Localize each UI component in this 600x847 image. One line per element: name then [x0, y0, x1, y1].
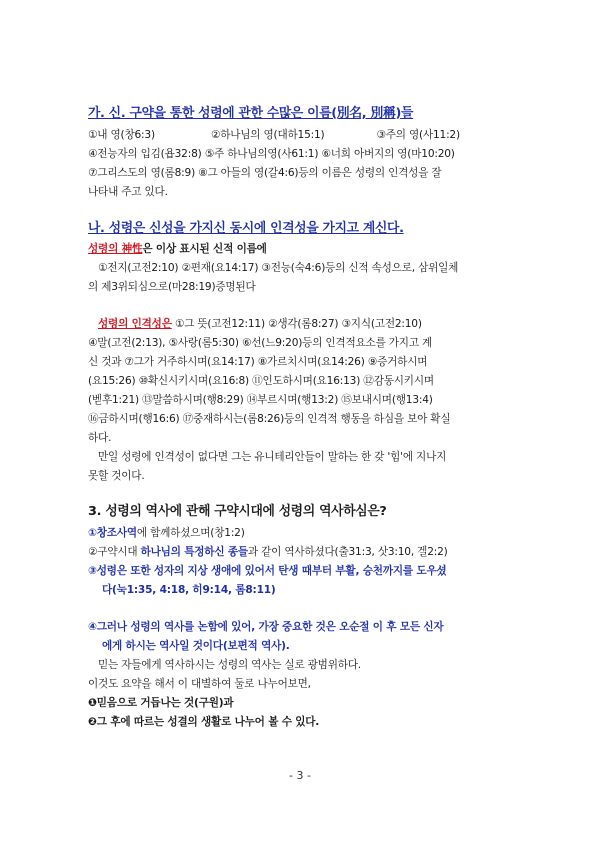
- personality-line-9: 못할 것이다.: [88, 470, 145, 482]
- work-item-2-emphasis: 하나님의 특정하신 종들: [140, 546, 248, 558]
- work-item-2: [88, 543, 514, 562]
- divinity-label: 성령의 神性: [88, 243, 143, 255]
- section-work: [88, 500, 514, 732]
- section-names: [88, 102, 514, 202]
- section-heading-work: 3. 성령의 역사에 관해 구약시대에 성령의 역사하심은?: [88, 504, 387, 519]
- personality-line-1-text: ①그 뜻(고전12:11) ②생각(롬8:27) ③지식(고전2:10): [171, 318, 422, 330]
- name-item-1: ①내 영(창6:3): [88, 129, 155, 141]
- names-line-2: ④전능자의 입김(욥32:8) ⑤주 하나님의영(사61:1) ⑥너희 아버지의 영(마10:20): [88, 148, 455, 160]
- work-item-1-text: 에 함께하셨으며(창1:2): [136, 527, 245, 539]
- personality-line-4: (요15:26) ⑩확신시키시며(요16:8) ⑪인도하시며(요16:13) ⑫감동시키시며: [88, 375, 434, 387]
- personality-line-1: [88, 315, 514, 334]
- personality-label: 성령의 인격성은: [98, 318, 172, 330]
- divinity-line-2: 의 제3위되심으로(마28:19)증명된다: [88, 281, 256, 293]
- personality-line-6: ⑯금하시며(행16:6) ⑰중재하시는(롬8:26)등의 인격적 행동을 하심을 보아 확실: [88, 413, 451, 425]
- names-line-1: [88, 126, 514, 145]
- names-line-3: ⑦그리스도의 영(롬8:9) ⑧그 아들의 영(갈4:6)등의 이름은 성령의 인격성을 잘: [88, 167, 442, 179]
- work-item-4a: ④그러나 성령의 역사를 논함에 있어, 가장 중요한 것은 오순절 이 후 모든 신자: [88, 621, 444, 633]
- personality-line-7: 하다.: [88, 432, 112, 444]
- names-line-4: 나타내 주고 있다.: [88, 186, 168, 198]
- personality-line-2: ④말(고전(2:13), ⑤사랑(롬5:30) ⑥선(느9:20)등의 인격적요소를 가지고 계: [88, 337, 433, 349]
- work-item-2-prefix: ②구약시대: [88, 546, 141, 558]
- divinity-subhead-text: 은 이상 표시된 신적 이름에: [142, 243, 267, 255]
- personality-line-8: 만일 성령에 인격성이 없다면 그는 유니테리안들이 말하는 한 갖 '힘'에 지나지: [98, 451, 447, 463]
- work-item-2-text: 과 같이 역사하셨다(출31:3, 삿3:10, 겔2:2): [247, 546, 448, 558]
- divinity-line-1: ①전지(고전2:10) ②편재(요14:17) ③전능(숙4:6)등의 신적 속성으로, 삼위일체: [98, 262, 459, 274]
- work-item-3a: ③성령은 또한 성자의 지상 생애에 있어서 탄생 때부터 부활, 승천까지를 도우셨: [88, 565, 447, 577]
- work-line-6: 이것도 요약을 해서 이 대별하여 둘로 나누어보면,: [88, 678, 311, 690]
- section-heading-names: 가. 신. 구약을 통한 성령에 관한 수많은 이름(別名, 別稱)들: [88, 106, 414, 121]
- work-line-7: ❶믿음으로 거듭나는 것(구원)과: [88, 697, 234, 709]
- section-divinity: [88, 217, 514, 486]
- personality-line-5: (벧후1:21) ⑬말씀하시며(행8:29) ⑭부르시며(행13:2) ⑮보내시며(행13:4): [88, 394, 433, 406]
- name-item-2: ②하나님의 영(대하15:1): [210, 129, 325, 141]
- personality-line-3: 신 것과 ⑦그가 거주하시며(요14:17) ⑧가르치시며(요14:26) ⑨증거하시며: [88, 356, 428, 368]
- work-item-1-emphasis: ①창조사역: [88, 527, 137, 539]
- section-heading-divinity: 나. 성령은 신성을 가지신 동시에 인격성을 가지고 계신다.: [88, 221, 404, 236]
- work-line-5: 믿는 자들에게 역사하시는 성령의 역사는 실로 광범위하다.: [98, 659, 361, 671]
- work-item-4b: 에게 하시는 역사일 것이다(보편적 역사).: [102, 640, 290, 652]
- work-item-3b: 다(눅1:35, 4:18, 히9:14, 롬8:11): [102, 584, 276, 596]
- work-item-1: [88, 524, 514, 543]
- work-line-8: ❷그 후에 따르는 성결의 생활로 나누어 볼 수 있다.: [88, 716, 320, 728]
- name-item-3: ③주의 영(사11:2): [376, 129, 460, 141]
- page-number: - 3 -: [289, 769, 311, 782]
- divinity-subhead: [88, 240, 514, 259]
